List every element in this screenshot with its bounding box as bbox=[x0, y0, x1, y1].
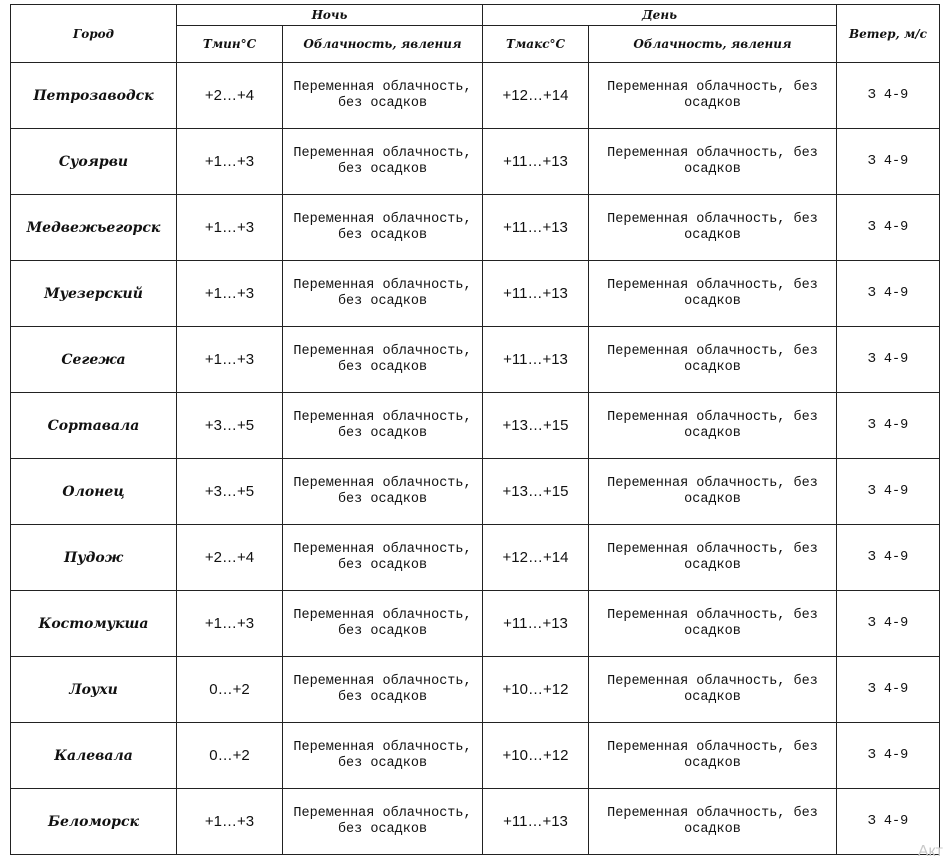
wind-cell: З 4-9 bbox=[837, 591, 940, 657]
day-clouds-cell: Переменная облачность, без осадков bbox=[589, 129, 837, 195]
tmax-cell: +13…+15 bbox=[483, 459, 589, 525]
city-cell: Калевала bbox=[11, 723, 177, 789]
night-clouds-cell: Переменная облачность, без осадков bbox=[283, 657, 483, 723]
tmax-cell: +13…+15 bbox=[483, 393, 589, 459]
wind-cell: З 4-9 bbox=[837, 195, 940, 261]
night-clouds-cell: Переменная облачность, без осадков bbox=[283, 393, 483, 459]
table-row bbox=[11, 195, 940, 261]
night-clouds-cell: Переменная облачность, без осадков bbox=[283, 591, 483, 657]
table-row bbox=[11, 63, 940, 129]
tmin-cell: +1…+3 bbox=[177, 195, 283, 261]
city-cell: Лоухи bbox=[11, 657, 177, 723]
header-day-clouds: Облачность, явления bbox=[589, 26, 837, 63]
forecast-table bbox=[10, 4, 940, 855]
city-cell: Муезерский bbox=[11, 261, 177, 327]
night-clouds-cell: Переменная облачность, без осадков bbox=[283, 789, 483, 855]
day-clouds-cell: Переменная облачность, без осадков bbox=[589, 63, 837, 129]
city-cell: Медвежьегорск bbox=[11, 195, 177, 261]
header-day: День bbox=[483, 5, 837, 26]
night-clouds-cell: Переменная облачность, без осадков bbox=[283, 723, 483, 789]
table-row bbox=[11, 723, 940, 789]
header-tmin: Тмин°С bbox=[177, 26, 283, 63]
tmax-cell: +11…+13 bbox=[483, 789, 589, 855]
night-clouds-cell: Переменная облачность, без осадков bbox=[283, 195, 483, 261]
day-clouds-cell: Переменная облачность, без осадков bbox=[589, 261, 837, 327]
wind-cell: З 4-9 bbox=[837, 525, 940, 591]
header-wind: Ветер, м/с bbox=[837, 5, 940, 63]
table-row bbox=[11, 591, 940, 657]
table-row bbox=[11, 393, 940, 459]
day-clouds-cell: Переменная облачность, без осадков bbox=[589, 393, 837, 459]
city-cell: Петрозаводск bbox=[11, 63, 177, 129]
night-clouds-cell: Переменная облачность, без осадков bbox=[283, 129, 483, 195]
tmin-cell: +1…+3 bbox=[177, 789, 283, 855]
table-row bbox=[11, 789, 940, 855]
night-clouds-cell: Переменная облачность, без осадков bbox=[283, 459, 483, 525]
tmin-cell: +2…+4 bbox=[177, 63, 283, 129]
wind-cell: З 4-9 bbox=[837, 723, 940, 789]
tmin-cell: +3…+5 bbox=[177, 459, 283, 525]
tmax-cell: +10…+12 bbox=[483, 657, 589, 723]
header-night: Ночь bbox=[177, 5, 483, 26]
wind-cell: З 4-9 bbox=[837, 657, 940, 723]
day-clouds-cell: Переменная облачность, без осадков bbox=[589, 789, 837, 855]
header-city: Город bbox=[11, 5, 177, 63]
header-row-top bbox=[11, 5, 940, 26]
tmax-cell: +12…+14 bbox=[483, 525, 589, 591]
table-row bbox=[11, 657, 940, 723]
wind-cell: З 4-9 bbox=[837, 393, 940, 459]
day-clouds-cell: Переменная облачность, без осадков bbox=[589, 723, 837, 789]
night-clouds-cell: Переменная облачность, без осадков bbox=[283, 525, 483, 591]
day-clouds-cell: Переменная облачность, без осадков bbox=[589, 657, 837, 723]
table-row bbox=[11, 261, 940, 327]
tmin-cell: 0…+2 bbox=[177, 723, 283, 789]
city-cell: Костомукша bbox=[11, 591, 177, 657]
tmax-cell: +11…+13 bbox=[483, 129, 589, 195]
table-row bbox=[11, 129, 940, 195]
tmin-cell: +1…+3 bbox=[177, 261, 283, 327]
watermark-text: Акт bbox=[917, 843, 943, 860]
city-cell: Пудож bbox=[11, 525, 177, 591]
day-clouds-cell: Переменная облачность, без осадков bbox=[589, 459, 837, 525]
wind-cell: З 4-9 bbox=[837, 261, 940, 327]
night-clouds-cell: Переменная облачность, без осадков bbox=[283, 261, 483, 327]
tmax-cell: +11…+13 bbox=[483, 261, 589, 327]
tmin-cell: 0…+2 bbox=[177, 657, 283, 723]
tmax-cell: +11…+13 bbox=[483, 327, 589, 393]
tmin-cell: +1…+3 bbox=[177, 591, 283, 657]
tmin-cell: +1…+3 bbox=[177, 129, 283, 195]
night-clouds-cell: Переменная облачность, без осадков bbox=[283, 327, 483, 393]
tmax-cell: +10…+12 bbox=[483, 723, 589, 789]
day-clouds-cell: Переменная облачность, без осадков bbox=[589, 195, 837, 261]
header-night-clouds: Облачность, явления bbox=[283, 26, 483, 63]
tmin-cell: +2…+4 bbox=[177, 525, 283, 591]
wind-cell: З 4-9 bbox=[837, 327, 940, 393]
city-cell: Олонец bbox=[11, 459, 177, 525]
wind-cell: З 4-9 bbox=[837, 129, 940, 195]
tmin-cell: +1…+3 bbox=[177, 327, 283, 393]
table-row bbox=[11, 327, 940, 393]
wind-cell: З 4-9 bbox=[837, 789, 940, 855]
day-clouds-cell: Переменная облачность, без осадков bbox=[589, 327, 837, 393]
tmin-cell: +3…+5 bbox=[177, 393, 283, 459]
city-cell: Сортавала bbox=[11, 393, 177, 459]
day-clouds-cell: Переменная облачность, без осадков bbox=[589, 525, 837, 591]
wind-cell: З 4-9 bbox=[837, 63, 940, 129]
city-cell: Суоярви bbox=[11, 129, 177, 195]
wind-cell: З 4-9 bbox=[837, 459, 940, 525]
header-tmax: Тмакс°С bbox=[483, 26, 589, 63]
city-cell: Сегежа bbox=[11, 327, 177, 393]
night-clouds-cell: Переменная облачность, без осадков bbox=[283, 63, 483, 129]
table-row bbox=[11, 459, 940, 525]
city-cell: Беломорск bbox=[11, 789, 177, 855]
table-row bbox=[11, 525, 940, 591]
tmax-cell: +11…+13 bbox=[483, 591, 589, 657]
day-clouds-cell: Переменная облачность, без осадков bbox=[589, 591, 837, 657]
tmax-cell: +11…+13 bbox=[483, 195, 589, 261]
tmax-cell: +12…+14 bbox=[483, 63, 589, 129]
